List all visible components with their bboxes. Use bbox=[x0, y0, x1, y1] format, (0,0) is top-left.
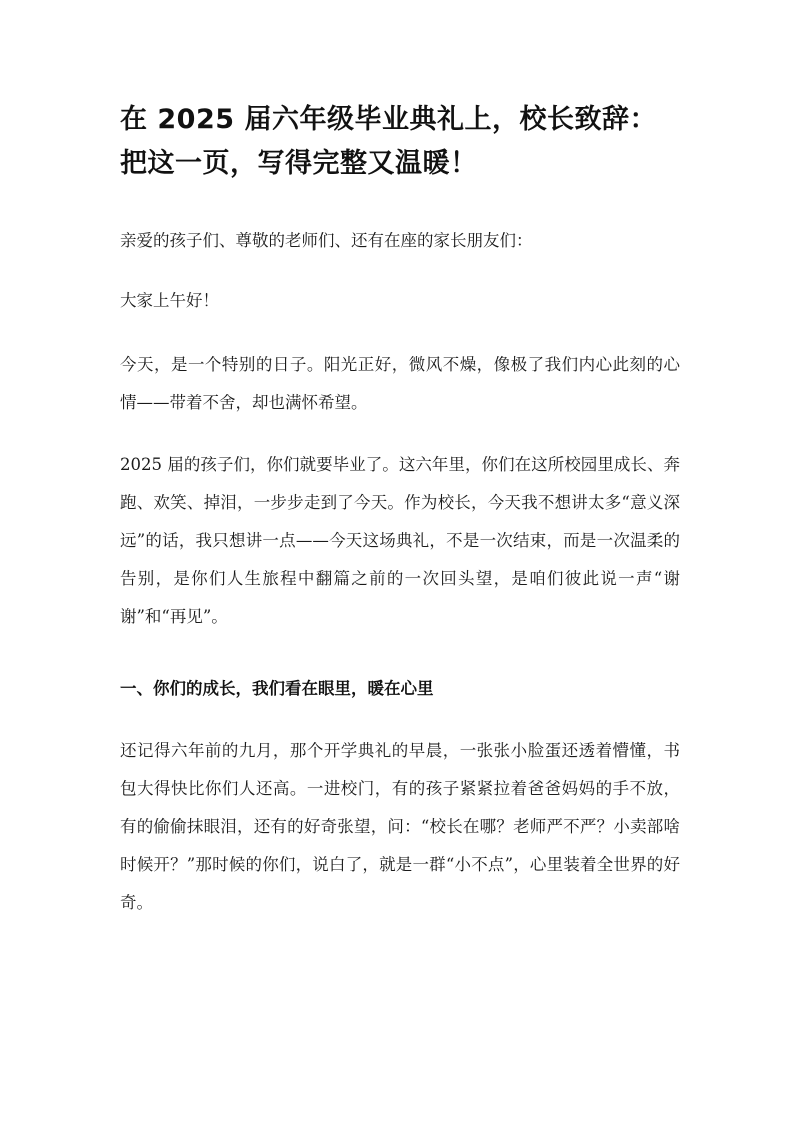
greeting-paragraph: 亲爱的孩子们、尊敬的老师们、还有在座的家长朋友们： bbox=[120, 231, 533, 250]
section-heading: 一、你们的成长，我们看在眼里，暖在心里 bbox=[120, 679, 434, 698]
document-title bbox=[120, 98, 700, 186]
graduation-paragraph: 2025 届的孩子们，你们就要毕业了。这六年里，你们在这所校园里成长、奔跑、欢笑、掉泪，一步步走到了今天。作为校长，今天我不想讲太多“意义深远”的话，我只想讲一点——今天这场典礼，不是一次结束，而是一次温柔的告别，是你们人生旅程中翻篇之前的一次回头望，是咱们彼此说一声“谢谢”和“再见”。 bbox=[120, 455, 680, 626]
title-line-1: 在 2025 届六年级毕业典礼上，校长致辞： bbox=[120, 104, 657, 135]
memory-paragraph: 还记得六年前的九月，那个开学典礼的早晨，一张张小脸蛋还透着懵懂，书包大得快比你们人还高。一进校门，有的孩子紧紧拉着爸爸妈妈的手不放，有的偷偷抹眼泪，还有的好奇张望，问：“校长在哪？老师严不严？小卖部啥时候开？”那时候的你们，说白了，就是一群“小不点”，心里装着全世界的好奇。 bbox=[120, 741, 680, 912]
salutation-paragraph: 大家上午好！ bbox=[120, 291, 219, 310]
title-line-2: 把这一页，写得完整又温暖！ bbox=[120, 148, 478, 179]
opening-paragraph: 今天，是一个特别的日子。阳光正好，微风不燥，像极了我们内心此刻的心情——带着不舍，却也满怀希望。 bbox=[120, 355, 680, 412]
